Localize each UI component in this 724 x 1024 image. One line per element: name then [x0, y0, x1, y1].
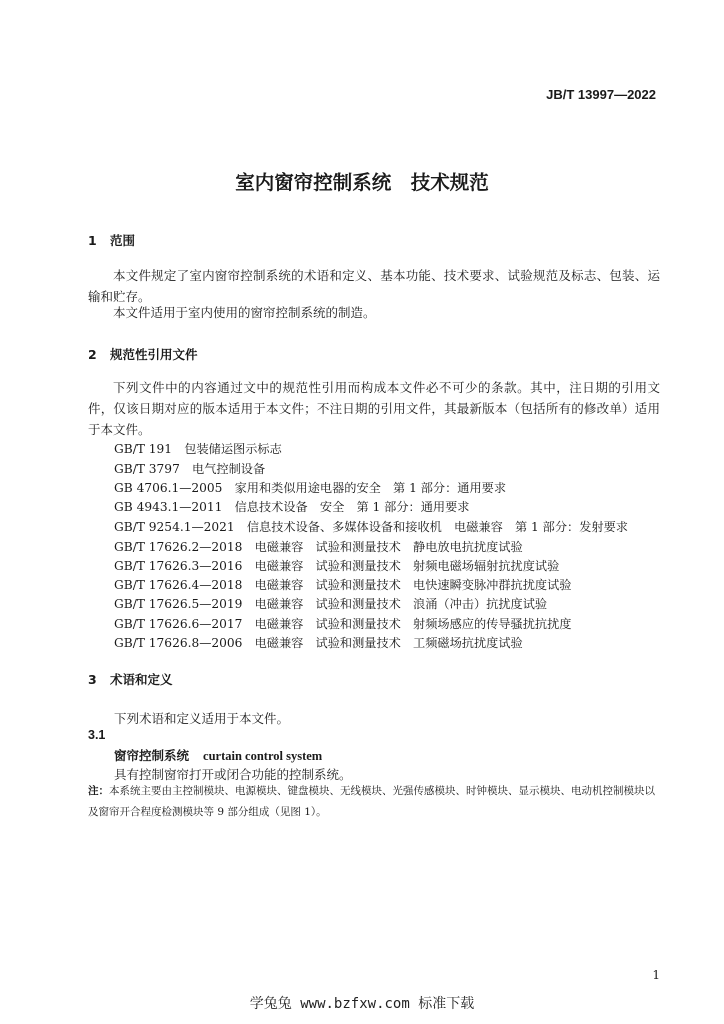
term-note [88, 781, 662, 823]
reference-item: GB/T 17626.6—2017 电磁兼容 试验和测量技术 射频场感应的传导骚扰抗扰度 [114, 617, 572, 631]
section-title: 术语和定义 [110, 672, 173, 687]
section-title: 规范性引用文件 [110, 347, 198, 362]
term-number: 3.1 [88, 728, 106, 742]
scope-paragraph-1: 本文件规定了室内窗帘控制系统的术语和定义、基本功能、技术要求、试验规范及标志、包装、运输和贮存。 [88, 268, 660, 304]
reference-item: GB/T 17626.8—2006 电磁兼容 试验和测量技术 工频磁场抗扰度试验 [114, 636, 523, 650]
section-title: 范围 [110, 233, 136, 248]
section-heading-terms [88, 670, 173, 688]
reference-item: GB/T 191 包装储运图示标志 [114, 442, 282, 456]
reference-item: GB/T 17626.3—2016 电磁兼容 试验和测量技术 射频电磁场辐射抗扰度试验 [114, 559, 560, 573]
page-title: 室内窗帘控制系统 技术规范 [235, 171, 489, 194]
reference-item: GB 4706.1—2005 家用和类似用途电器的安全 第 1 部分：通用要求 [114, 481, 507, 495]
term-definition: 具有控制窗帘打开或闭合功能的控制系统。 [114, 767, 352, 782]
reference-item: GB/T 9254.1—2021 信息技术设备、多媒体设备和接收机 电磁兼容 第 1 部分：发射要求 [114, 520, 628, 534]
note-label: 注： [88, 785, 109, 797]
document-number: JB/T 13997—2022 [546, 87, 656, 102]
reference-item: GB/T 17626.5—2019 电磁兼容 试验和测量技术 浪涌（冲击）抗扰度试验 [114, 597, 548, 611]
section-heading-scope [88, 231, 135, 249]
scope-paragraph-2: 本文件适用于室内使用的窗帘控制系统的制造。 [113, 305, 376, 320]
page-number: 1 [652, 968, 660, 982]
references-intro-paragraph: 下列文件中的内容通过文中的规范性引用而构成本文件必不可少的条款。其中，注日期的引用文件，仅该日期对应的版本适用于本文件；不注日期的引用文件，其最新版本（包括所有的修改单）适用于本文件。 [88, 380, 660, 437]
section-heading-normative-references [88, 345, 198, 363]
term-english: curtain control system [203, 749, 323, 763]
reference-item: GB/T 17626.2—2018 电磁兼容 试验和测量技术 静电放电抗扰度试验 [114, 540, 523, 554]
section-number: 1 [88, 233, 97, 248]
watermark-footer: 学兔兔 www.bzfxw.com 标准下载 [249, 996, 475, 1012]
section-number: 2 [88, 347, 97, 362]
reference-item: GB/T 17626.4—2018 电磁兼容 试验和测量技术 电快速瞬变脉冲群抗扰度试验 [114, 578, 572, 592]
note-text: 本系统主要由主控制模块、电源模块、键盘模块、无线模块、光强传感模块、时钟模块、显示模块、电动机控制模块以及窗帘开合程度检测模块等 9 部分组成（见图 1）。 [88, 785, 655, 818]
reference-item: GB/T 3797 电气控制设备 [114, 462, 266, 476]
terms-intro: 下列术语和定义适用于本文件。 [114, 711, 290, 726]
section-number: 3 [88, 672, 97, 687]
term-entry [114, 746, 322, 764]
reference-item: GB 4943.1—2011 信息技术设备 安全 第 1 部分：通用要求 [114, 500, 470, 514]
term-chinese: 窗帘控制系统 [114, 748, 190, 763]
